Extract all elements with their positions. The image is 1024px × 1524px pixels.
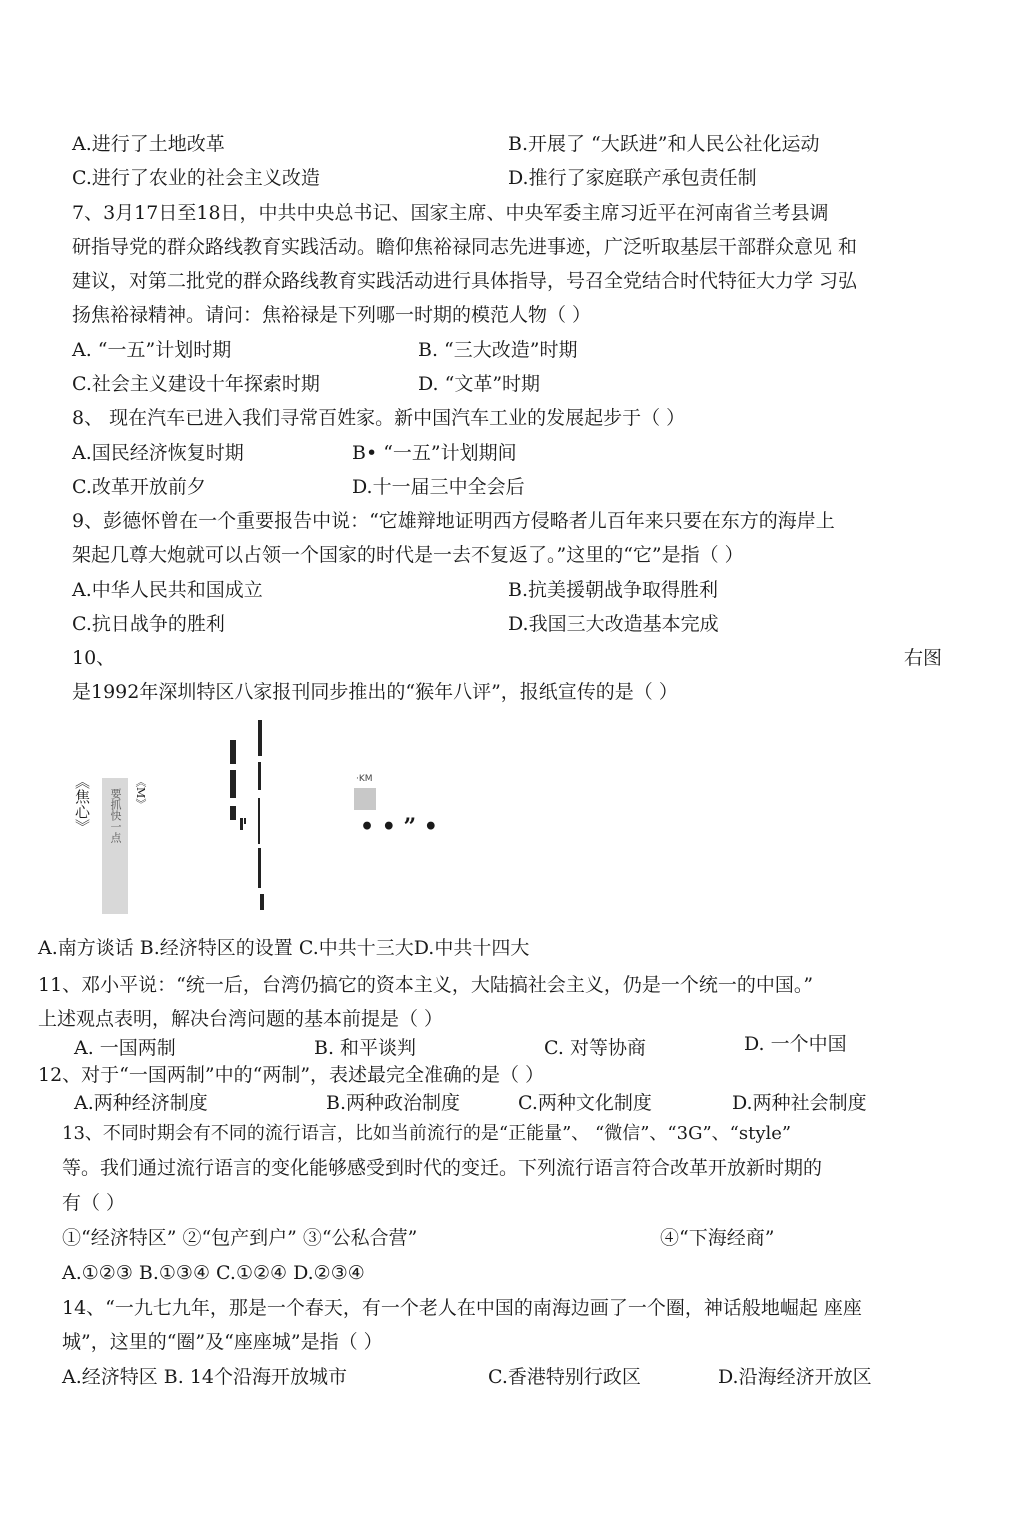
q10-options: A.南方谈话 B.经济特区的设置 C.中共十三大D.中共十四大	[38, 937, 530, 959]
q12-option-c: C.两种文化制度	[518, 1092, 652, 1114]
scan-fragment	[230, 740, 236, 764]
q12-stem: 12、对于“一国两制”中的“两制”，表述最完全准确的是（ ）	[38, 1064, 545, 1086]
scan-fragment	[258, 848, 261, 888]
q8-option-b: B• “一五”计划期间	[352, 442, 517, 464]
scan-fragment	[258, 720, 262, 756]
q9-option-b: B.抗美援朝战争取得胜利	[508, 579, 719, 601]
q7-option-d: D. “文革”时期	[418, 373, 541, 395]
q7-stem-line-4: 扬焦裕禄精神。请问：焦裕禄是下列哪一时期的模范人物（ ）	[72, 304, 592, 326]
scan-fragment	[258, 762, 261, 790]
q8-stem: 8、 现在汽车已进入我们寻常百姓家。新中国汽车工业的发展起步于（ ）	[72, 407, 686, 429]
q7-stem-line-2: 研指导党的群众路线教育实践活动。瞻仰焦裕禄同志先进事迹，广泛听取基层干部群众意见 和	[72, 236, 858, 258]
q14-option-d: D.沿海经济开放区	[718, 1366, 872, 1388]
q6-option-c: C.进行了农业的社会主义改造	[72, 167, 320, 189]
q11-stem-line-2: 上述观点表明，解决台湾问题的基本前提是（ ）	[38, 1008, 444, 1030]
q13-item-4: ④“下海经商”	[660, 1227, 775, 1249]
q7-option-a: A. “一五”计划时期	[72, 339, 232, 361]
q12-option-b: B.两种政治制度	[326, 1092, 461, 1114]
q6-option-d: D.推行了家庭联产承包责任制	[508, 167, 757, 189]
q9-stem-line-2: 架起几尊大炮就可以占领一个国家的时代是一去不复返了。”这里的“它”是指（ ）	[72, 544, 744, 566]
q13-options: A.①②③ B.①③④ C.①②④ D.②③④	[62, 1262, 365, 1284]
q13-stem-line-1: 13、不同时期会有不同的流行语言，比如当前流行的是“正能量”、 “微信”、“3G”、“style”	[62, 1123, 792, 1144]
q10-stem: 是1992年深圳特区八家报刊同步推出的“猴年八评”，报纸宣传的是（ ）	[72, 681, 678, 703]
q9-option-a: A.中华人民共和国成立	[72, 579, 263, 601]
q11-option-a: A. 一国两制	[74, 1037, 176, 1059]
q11-option-d: D. 一个中国	[744, 1033, 847, 1055]
q14-option-c: C.香港特别行政区	[488, 1366, 641, 1388]
q6-option-b: B.开展了 “大跃进”和人民公社化运动	[508, 133, 820, 155]
q14-stem-line-2: 城”，这里的“圈”及“座座城”是指（ ）	[62, 1331, 383, 1353]
q10-number: 10、	[72, 647, 116, 669]
q7-stem-line-3: 建议，对第二批党的群众路线教育实践活动进行具体指导，号召全党结合时代特征大力学 习弘	[72, 270, 858, 292]
q12-option-d: D.两种社会制度	[732, 1092, 867, 1114]
q8-option-c: C.改革开放前夕	[72, 476, 206, 498]
q6-option-a: A.进行了土地改革	[72, 133, 225, 155]
scan-column-text: 要抓快一点	[109, 788, 122, 843]
scan-fragment	[258, 798, 260, 844]
q14-stem-line-1: 14、“一九七九年，那是一个春天，有一个老人在中国的南海边画了一个圈，神话般地崛起 座座	[62, 1297, 862, 1319]
q8-option-d: D.十一届三中全会后	[352, 476, 525, 498]
scan-fragment	[230, 770, 236, 798]
q13-stem-line-2: 等。我们通过流行语言的变化能够感受到时代的变迁。下列流行语言符合改革开放新时期的	[62, 1157, 823, 1179]
q11-stem-line-1: 11、邓小平说：“统一后，台湾仍搞它的资本主义，大陆搞社会主义，仍是一个统一的中国。”	[38, 974, 814, 996]
scan-small-title: 《M》	[134, 776, 147, 810]
q8-option-a: A.国民经济恢复时期	[72, 442, 244, 464]
q12-option-a: A.两种经济制度	[74, 1092, 208, 1114]
scan-km-label: ·KM	[356, 774, 373, 784]
scan-title-text: 《焦心》	[73, 774, 91, 834]
q13-stem-line-3: 有（ ）	[62, 1192, 126, 1214]
newspaper-scan-image	[60, 718, 500, 918]
q7-option-c: C.社会主义建设十年探索时期	[72, 373, 320, 395]
scan-dots: • • ” •	[360, 814, 438, 840]
q10-right-figure-label: 右图	[904, 647, 943, 669]
scan-fragment	[244, 818, 246, 824]
q7-option-b: B. “三大改造”时期	[418, 339, 578, 361]
scan-fragment	[240, 818, 243, 830]
q13-items-1-3: ①“经济特区” ②“包产到户” ③“公私合营”	[62, 1227, 418, 1249]
q11-option-b: B. 和平谈判	[314, 1037, 417, 1059]
scan-fragment	[230, 806, 236, 820]
q7-stem-line-1: 7、3月17日至18日，中共中央总书记、国家主席、中央军委主席习近平在河南省兰考县调	[72, 202, 829, 224]
scan-fragment	[260, 894, 264, 910]
q9-stem-line-1: 9、彭德怀曾在一个重要报告中说：“它雄辩地证明西方侵略者儿百年来只要在东方的海岸上	[72, 510, 835, 532]
q11-option-c: C. 对等协商	[544, 1037, 646, 1059]
q9-option-d: D.我国三大改造基本完成	[508, 613, 719, 635]
scan-stamp	[354, 788, 376, 810]
q14-option-a-b: A.经济特区 B. 14个沿海开放城市	[62, 1366, 348, 1388]
q9-option-c: C.抗日战争的胜利	[72, 613, 225, 635]
